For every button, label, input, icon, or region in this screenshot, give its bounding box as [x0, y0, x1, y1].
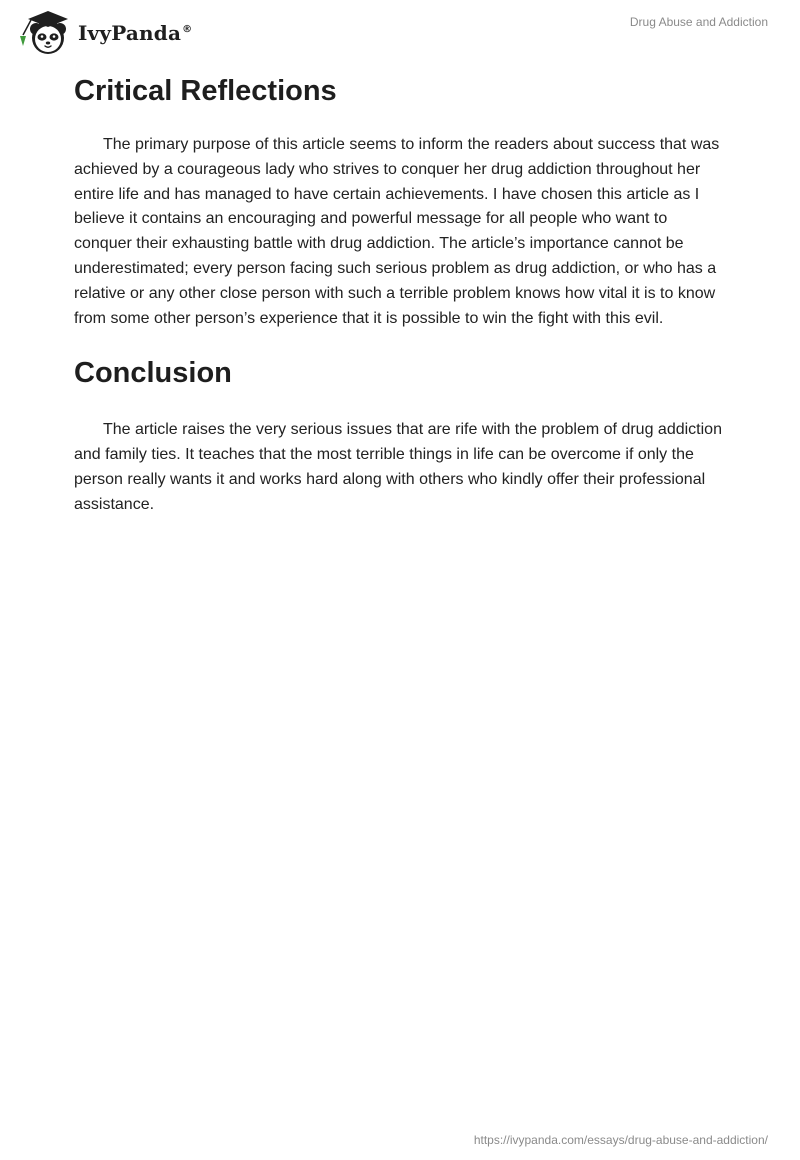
critical-reflections-paragraph: The primary purpose of this article seems to inform the readers about success that was achieved by a courageous lady who strives to conquer her drug addiction throughout her entire life and has managed to have certain achievements. I have chosen this article as I believe it contains an encouraging and powerful message for all people who want to conquer their exhausting battle with drug addiction. The article’s importance cannot be underestimated; every person facing such serious problem as drug addiction, or who has a relative or any other close person with such a terrible problem knows how vital it is to know from some other person’s experience that it is possible to win the fight with this evil. — [74, 136, 720, 327]
brand-logo[interactable] — [14, 8, 192, 56]
brand-name: IvyPanda® — [78, 21, 193, 45]
conclusion-paragraph: The article raises the very serious issues that are rife with the problem of drug addiction and family ties. It teaches that the most terrible things in life can be overcome if only the person really wants it and works hard along with others who kindly offer their professional assistance. — [74, 421, 722, 513]
registered-mark: ® — [182, 24, 193, 36]
essay-content — [74, 72, 724, 518]
panda-graduate-icon — [14, 8, 76, 56]
section-heading-critical-reflections: Critical Reflections — [74, 75, 337, 107]
page-header — [0, 0, 800, 60]
document-title: Drug Abuse and Addiction — [629, 15, 768, 29]
footer-source-url[interactable]: https://ivypanda.com/essays/drug-abuse-and-addiction/ — [473, 1133, 768, 1147]
section-heading-conclusion: Conclusion — [74, 357, 232, 390]
